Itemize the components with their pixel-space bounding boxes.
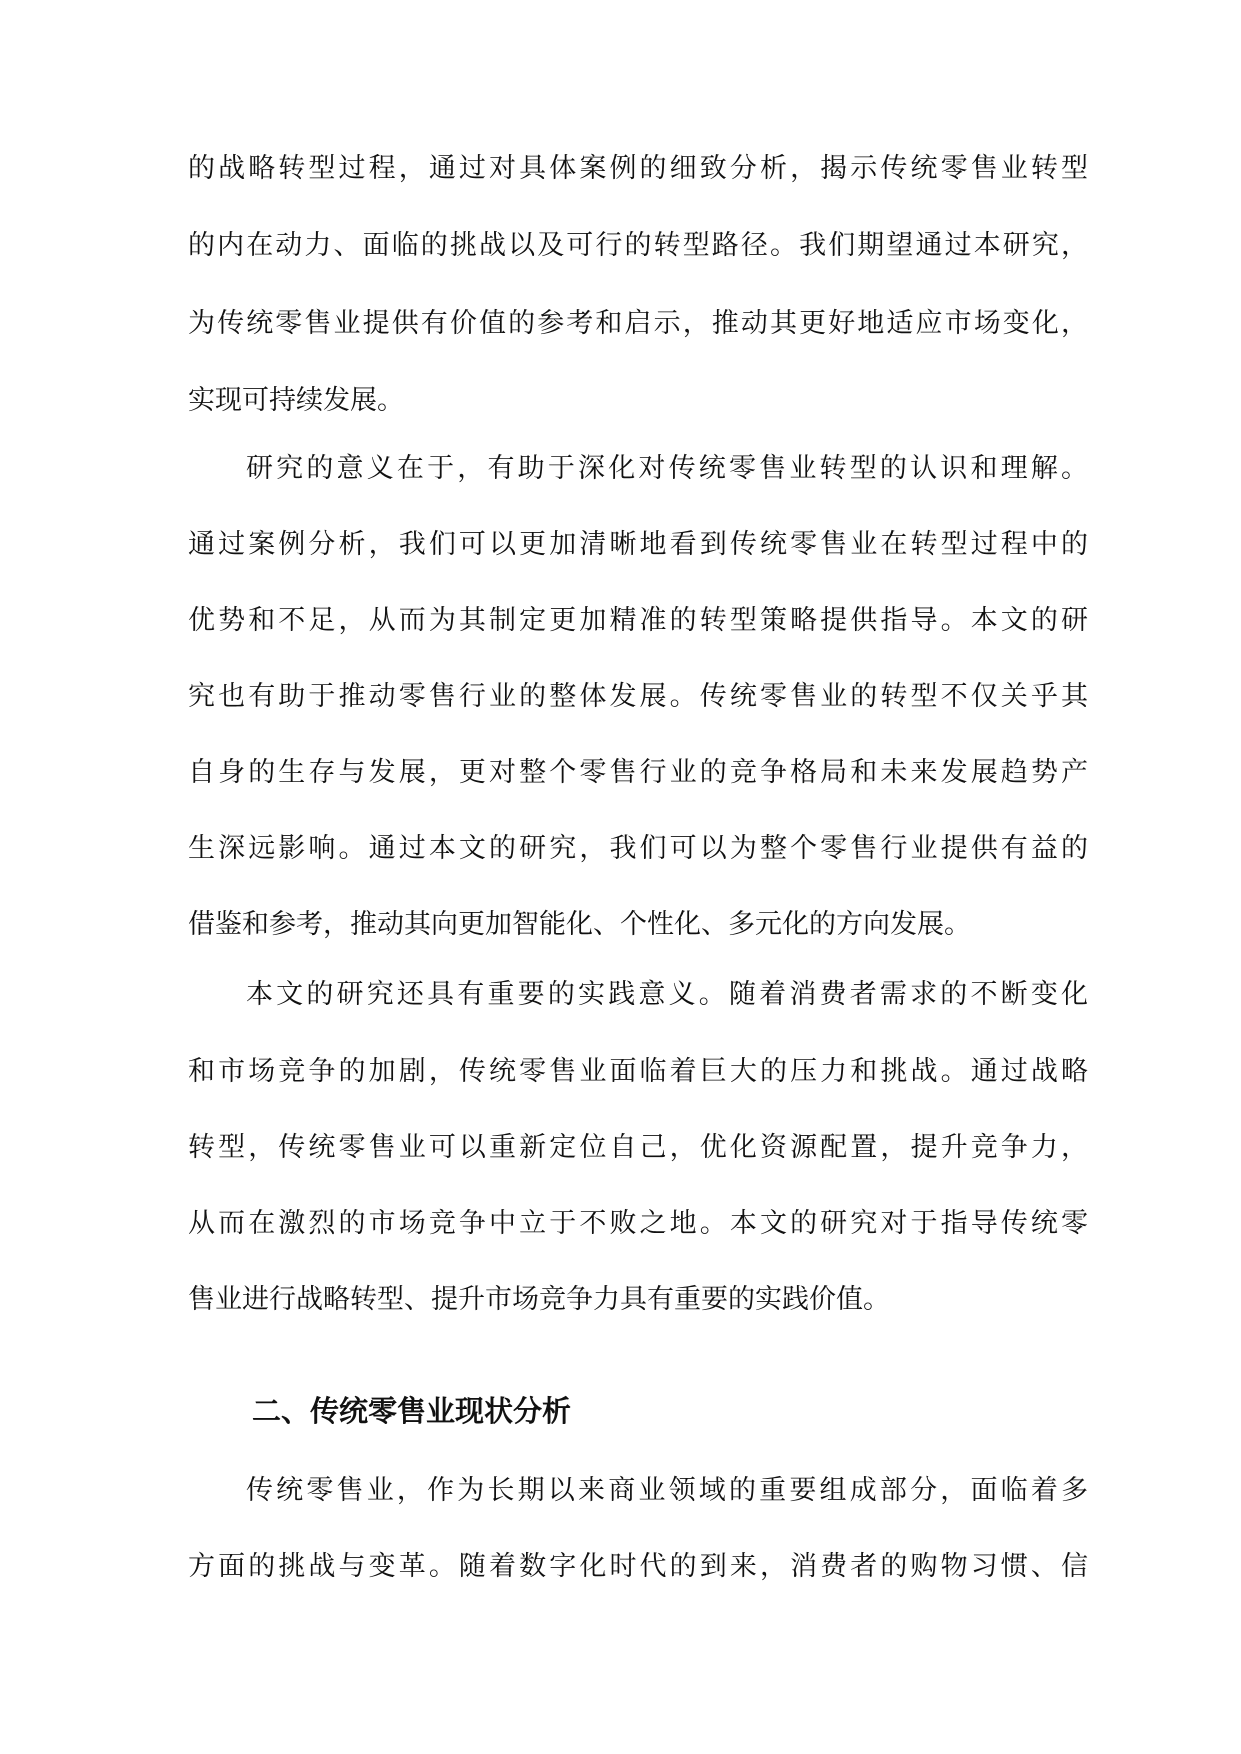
paragraph-2-line-1: 研究的意义在于，有助于深化对传统零售业转型的认识和理解。 xyxy=(246,453,1088,484)
paragraph-1-line-4: 实现可持续发展。 xyxy=(188,385,404,416)
paragraph-3-line-3: 转型，传统零售业可以重新定位自己，优化资源配置，提升竞争力， xyxy=(188,1132,1088,1163)
paragraph-2-line-3: 优势和不足，从而为其制定更加精准的转型策略提供指导。本文的研 xyxy=(188,605,1088,636)
paragraph-1-line-1: 的战略转型过程，通过对具体案例的细致分析，揭示传统零售业转型 xyxy=(188,153,1088,184)
paragraph-2-line-5: 自身的生存与发展，更对整个零售行业的竞争格局和未来发展趋势产 xyxy=(188,757,1088,788)
paragraph-1-line-3: 为传统零售业提供有价值的参考和启示，推动其更好地适应市场变化， xyxy=(188,308,1088,339)
paragraph-3-line-5: 售业进行战略转型、提升市场竞争力具有重要的实践价值。 xyxy=(188,1284,890,1315)
paragraph-3-line-1: 本文的研究还具有重要的实践意义。随着消费者需求的不断变化 xyxy=(246,979,1088,1010)
section-heading: 二、传统零售业现状分析 xyxy=(252,1394,572,1428)
paragraph-3-line-2: 和市场竞争的加剧，传统零售业面临着巨大的压力和挑战。通过战略 xyxy=(188,1056,1088,1087)
paragraph-3-line-4: 从而在激烈的市场竞争中立于不败之地。本文的研究对于指导传统零 xyxy=(188,1208,1088,1239)
paragraph-4-line-1: 传统零售业，作为长期以来商业领域的重要组成部分，面临着多 xyxy=(246,1475,1088,1506)
paragraph-2-line-4: 究也有助于推动零售行业的整体发展。传统零售业的转型不仅关乎其 xyxy=(188,681,1088,712)
paragraph-1-line-2: 的内在动力、面临的挑战以及可行的转型路径。我们期望通过本研究， xyxy=(188,230,1088,261)
paragraph-4-line-2: 方面的挑战与变革。随着数字化时代的到来，消费者的购物习惯、信 xyxy=(188,1551,1088,1582)
paragraph-2-line-7: 借鉴和参考，推动其向更加智能化、个性化、多元化的方向发展。 xyxy=(188,909,971,940)
paragraph-2-line-6: 生深远影响。通过本文的研究，我们可以为整个零售行业提供有益的 xyxy=(188,833,1088,864)
paragraph-2-line-2: 通过案例分析，我们可以更加清晰地看到传统零售业在转型过程中的 xyxy=(188,529,1088,560)
